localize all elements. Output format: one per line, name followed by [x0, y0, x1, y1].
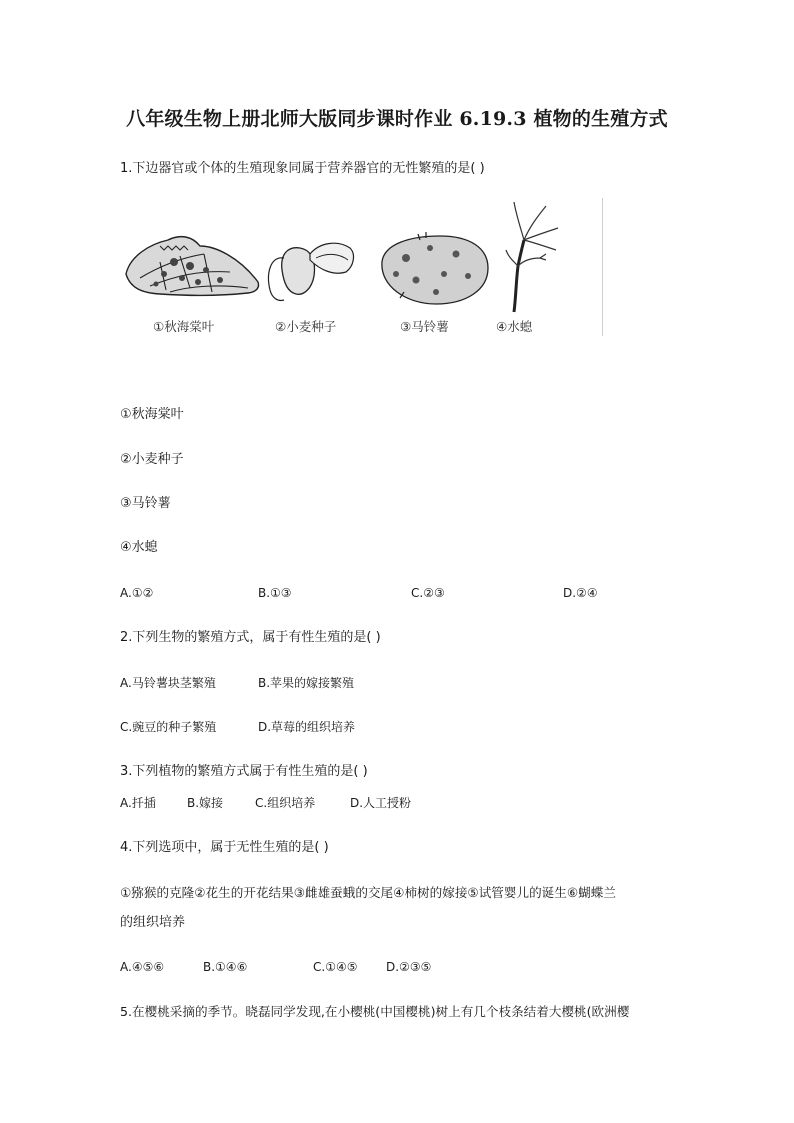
hydra-illustration — [506, 202, 558, 312]
figure-divider — [602, 198, 603, 336]
q3-option-d: D.人工授粉 — [350, 796, 412, 810]
page-title: 八年级生物上册北师大版同步课时作业 6.19.3 植物的生殖方式 — [126, 108, 668, 130]
wheat-seed-illustration — [269, 243, 354, 300]
q1-option-d: D.②④ — [563, 586, 598, 600]
question-2-stem: 2.下列生物的繁殖方式，属于有性生殖的是( ) — [120, 630, 381, 645]
question-4-stem: 4.下列选项中，属于无性生殖的是( ) — [120, 840, 329, 855]
q1-item-3: ③马铃薯 — [120, 496, 171, 511]
q2-option-c: C.豌豆的种子繁殖 — [120, 720, 217, 734]
q1-item-4: ④水螅 — [120, 540, 158, 555]
q1-item-2: ②小麦种子 — [120, 452, 184, 467]
question-5-stem: 5.在樱桃采摘的季节。晓磊同学发现,在小樱桃(中国樱桃)树上有几个枝条结着大樱桃(欧洲樱 — [120, 1004, 630, 1019]
figure-caption-1: ①秋海棠叶 — [153, 319, 215, 334]
q4-option-d: D.②③⑤ — [386, 960, 432, 974]
q3-option-c: C.组织培养 — [255, 796, 316, 810]
question-1-stem: 1.下边器官或个体的生殖现象同属于营养器官的无性繁殖的是( ) — [120, 161, 485, 176]
question-4-line-2: 的组织培养 — [120, 915, 186, 930]
q2-option-d: D.草莓的组织培养 — [258, 720, 356, 734]
q4-option-c: C.①④⑤ — [313, 960, 358, 974]
q1-item-1: ①秋海棠叶 — [120, 407, 184, 422]
begonia-leaf-illustration — [126, 237, 259, 296]
q1-option-c: C.②③ — [411, 586, 445, 600]
question-4-line-1: ①猕猴的克隆②花生的开花结果③雌雄蚕蛾的交尾④柿树的嫁接⑤试管婴儿的诞生⑥蝴蝶兰 — [120, 885, 616, 900]
q1-option-b: B.①③ — [258, 586, 292, 600]
figure-caption-4: ④水螅 — [496, 319, 533, 334]
figure-caption-2: ②小麦种子 — [275, 319, 337, 334]
figure-caption-3: ③马铃薯 — [400, 319, 449, 334]
q3-option-a: A.扦插 — [120, 796, 156, 810]
q4-option-b: B.①④⑥ — [203, 960, 248, 974]
q2-option-b: B.苹果的嫁接繁殖 — [258, 676, 355, 690]
q1-option-a: A.①② — [120, 586, 154, 600]
q4-option-a: A.④⑤⑥ — [120, 960, 165, 974]
question-3-stem: 3.下列植物的繁殖方式属于有性生殖的是( ) — [120, 764, 368, 779]
q2-option-a: A.马铃薯块茎繁殖 — [120, 676, 216, 690]
potato-illustration — [382, 232, 488, 304]
q3-option-b: B.嫁接 — [187, 796, 224, 810]
